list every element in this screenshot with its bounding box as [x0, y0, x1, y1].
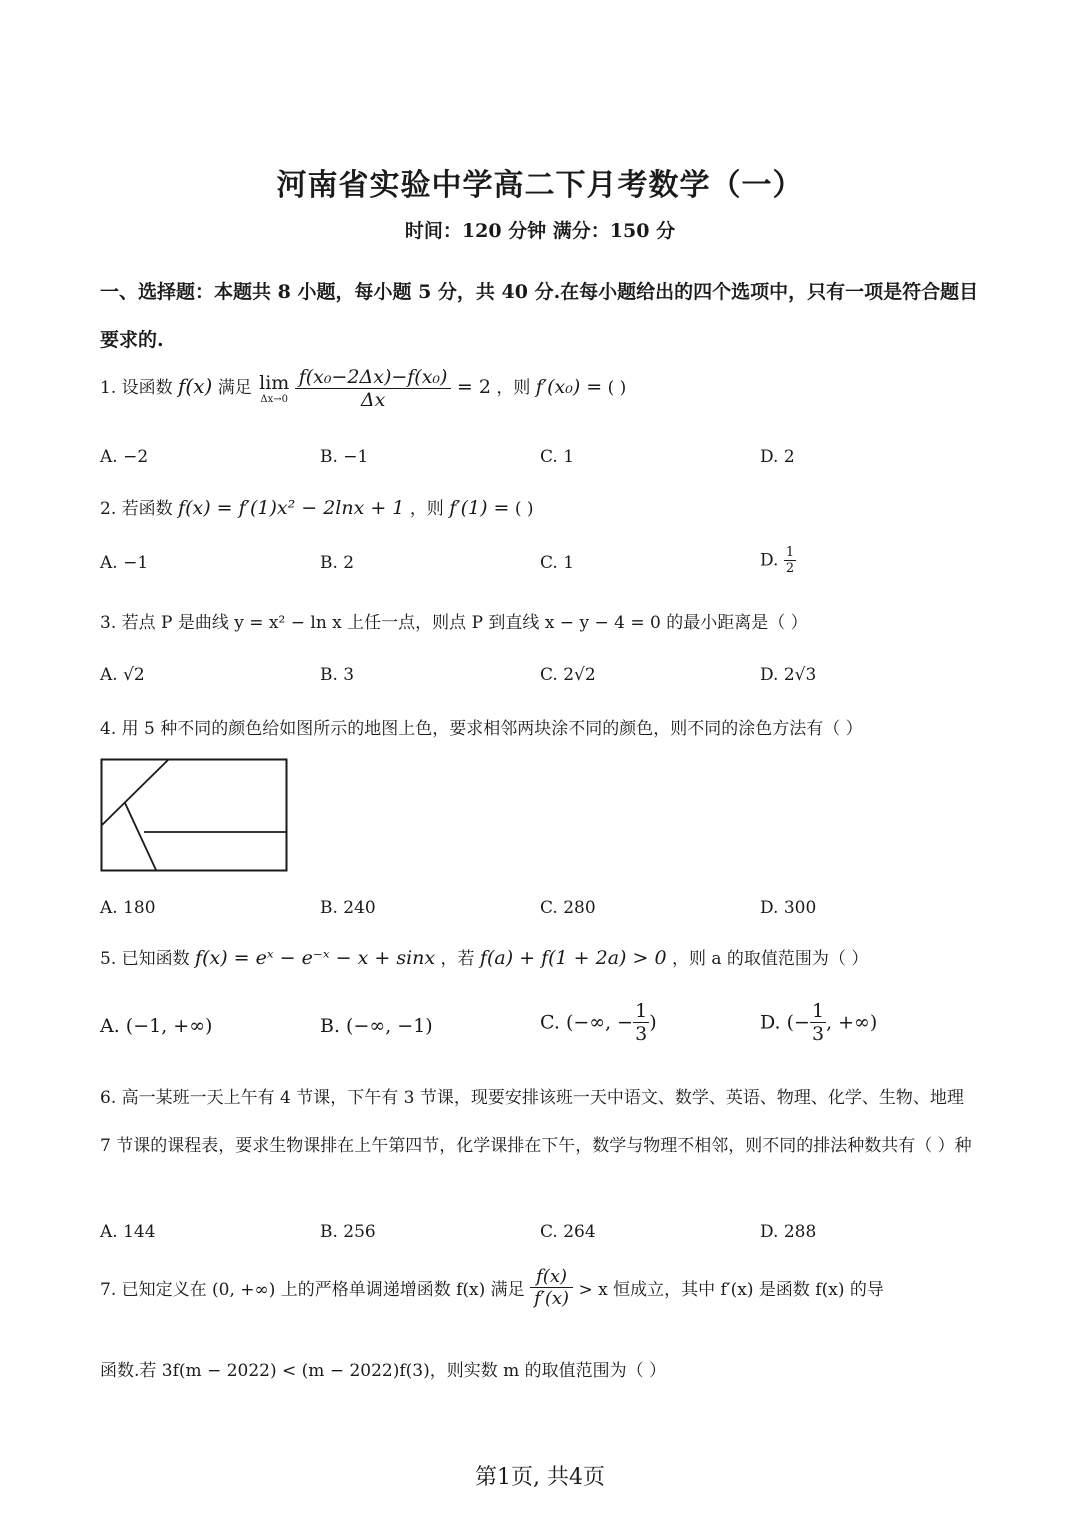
q5-c-num: 1 — [635, 1000, 648, 1022]
q6-option-d: D. 288 — [760, 1222, 817, 1242]
q7-num: f(x) — [530, 1266, 573, 1288]
map-border — [102, 760, 287, 871]
page-footer: 第1页, 共4页 — [475, 1465, 605, 1490]
q2-prefix: 2. 若函数 — [100, 499, 173, 519]
q2-then: ，则 — [409, 499, 444, 519]
q6-option-b: B. 256 — [320, 1222, 376, 1242]
q2-option-a: A. −1 — [100, 553, 149, 573]
q2-option-d-frac — [784, 545, 796, 576]
q5-prefix: 5. 已知函数 — [100, 949, 190, 969]
q7-suffix: > x 恒成立，其中 f′(x) 是函数 f(x) 的导 — [578, 1280, 884, 1300]
q5-d-frac — [810, 1000, 826, 1045]
q2-expr: f(x) = f′(1)x² − 2lnx + 1 — [178, 497, 405, 519]
q5-expr: f(x) = eˣ − e⁻ˣ − x + sinx — [195, 947, 436, 969]
q2-option-d-label: D. — [760, 550, 779, 571]
q5-d-num: 1 — [811, 1000, 825, 1022]
q5-c-den: 3 — [635, 1023, 648, 1045]
q2-blank: ( ) — [514, 499, 534, 519]
question-7 — [100, 1266, 884, 1309]
q2-d-num: 1 — [785, 545, 795, 560]
question-2 — [100, 494, 534, 519]
q1-ask: f′(x₀) = — [535, 376, 603, 398]
q3-option-a: A. √2 — [100, 665, 145, 685]
q1-then: ，则 — [496, 378, 531, 398]
q5-c-post: ) — [649, 1011, 657, 1034]
q1-numerator: f(x₀−2Δx)−f(x₀) — [295, 366, 452, 389]
q5-c-pre: C. (−∞, − — [540, 1011, 634, 1034]
q4-option-b: B. 240 — [320, 898, 376, 918]
q6-option-a: A. 144 — [100, 1222, 156, 1242]
page-title: 河南省实验中学高二下月考数学（一） — [276, 168, 804, 203]
q1-lim-sub: Δx→0 — [260, 394, 289, 405]
q5-d-post: , +∞) — [826, 1011, 878, 1034]
question-4: 4. 用 5 种不同的颜色给如图所示的地图上色，要求相邻两块涂不同的颜色，则不同的涂色方法有（ ） — [100, 719, 863, 739]
q2-option-b: B. 2 — [320, 553, 355, 573]
q5-d-den: 3 — [811, 1023, 825, 1045]
q5-option-b: B. (−∞, −1) — [320, 1015, 433, 1037]
q5-mid: ，若 — [440, 949, 475, 969]
q1-option-d: D. 2 — [760, 447, 795, 467]
q1-fx: f(x) — [178, 374, 213, 398]
question-6: 6. 高一某班一天上午有 4 节课，下午有 3 节课，现要安排该班一天中语文、数学、英语、物理、化学、生物、地理 7 节课的课程表，要求生物课排在上午第四节，化学课排在下午，数学与物理不相邻，则不同的排法种数共有（ ）种 — [100, 1088, 972, 1156]
q1-fraction — [295, 366, 452, 411]
q6-option-c: C. 264 — [540, 1222, 596, 1242]
q4-option-d: D. 300 — [760, 898, 817, 918]
section-heading: 一、选择题：本题共 8 小题，每小题 5 分，共 40 分.在每小题给出的四个选项中，只有一项是符合题目要求的. — [100, 281, 979, 351]
q4-option-c: C. 280 — [540, 898, 596, 918]
q4-map-figure — [100, 758, 290, 874]
q3-option-c: C. 2√2 — [540, 665, 596, 685]
question-3: 3. 若点 P 是曲线 y = x² − ln x 上任一点，则点 P 到直线 x − y − 4 = 0 的最小距离是（ ） — [100, 613, 808, 633]
question-5 — [100, 944, 868, 969]
q2-ask: f′(1) = — [449, 497, 510, 519]
q7-prefix: 7. 已知定义在 (0, +∞) 上的严格单调递增函数 f(x) 满足 — [100, 1280, 525, 1300]
q5-cond: f(a) + f(1 + 2a) > 0 — [479, 947, 667, 969]
map-line-diagonal — [102, 760, 168, 825]
q1-blank: ( ) — [607, 378, 627, 398]
q4-option-a: A. 180 — [100, 898, 156, 918]
q7-den: f′(x) — [534, 1288, 570, 1309]
q5-option-a: A. (−1, +∞) — [100, 1015, 213, 1037]
q5-option-c — [540, 1000, 657, 1045]
q1-limit — [259, 372, 289, 405]
q5-suffix: ，则 a 的取值范围为（ ） — [671, 949, 869, 969]
q5-d-pre: D. (− — [760, 1011, 810, 1034]
map-line-slant — [125, 803, 156, 870]
q1-denominator: Δx — [360, 389, 386, 411]
q1-prefix: 1. 设函数 — [100, 378, 173, 398]
q3-option-d: D. 2√3 — [760, 665, 817, 685]
q1-option-a: A. −2 — [100, 447, 149, 467]
question-1 — [100, 366, 626, 411]
q2-d-den: 2 — [785, 561, 795, 576]
question-7-line2: 函数.若 3f(m − 2022) < (m − 2022)f(3)，则实数 m 的取值范围为（ ） — [100, 1361, 667, 1381]
q5-option-d — [760, 1000, 877, 1045]
q1-option-c: C. 1 — [540, 447, 575, 467]
q1-cond: 满足 — [217, 378, 252, 398]
q1-lim-label: lim — [259, 372, 290, 394]
q7-fraction — [530, 1266, 573, 1309]
q5-c-frac — [633, 1000, 649, 1045]
q3-option-b: B. 3 — [320, 665, 355, 685]
q2-option-d — [760, 545, 796, 576]
q1-option-b: B. −1 — [320, 447, 369, 467]
exam-info: 时间：120 分钟 满分：150 分 — [404, 220, 676, 242]
q2-option-c: C. 1 — [540, 553, 575, 573]
q1-equals: = 2 — [456, 376, 491, 398]
